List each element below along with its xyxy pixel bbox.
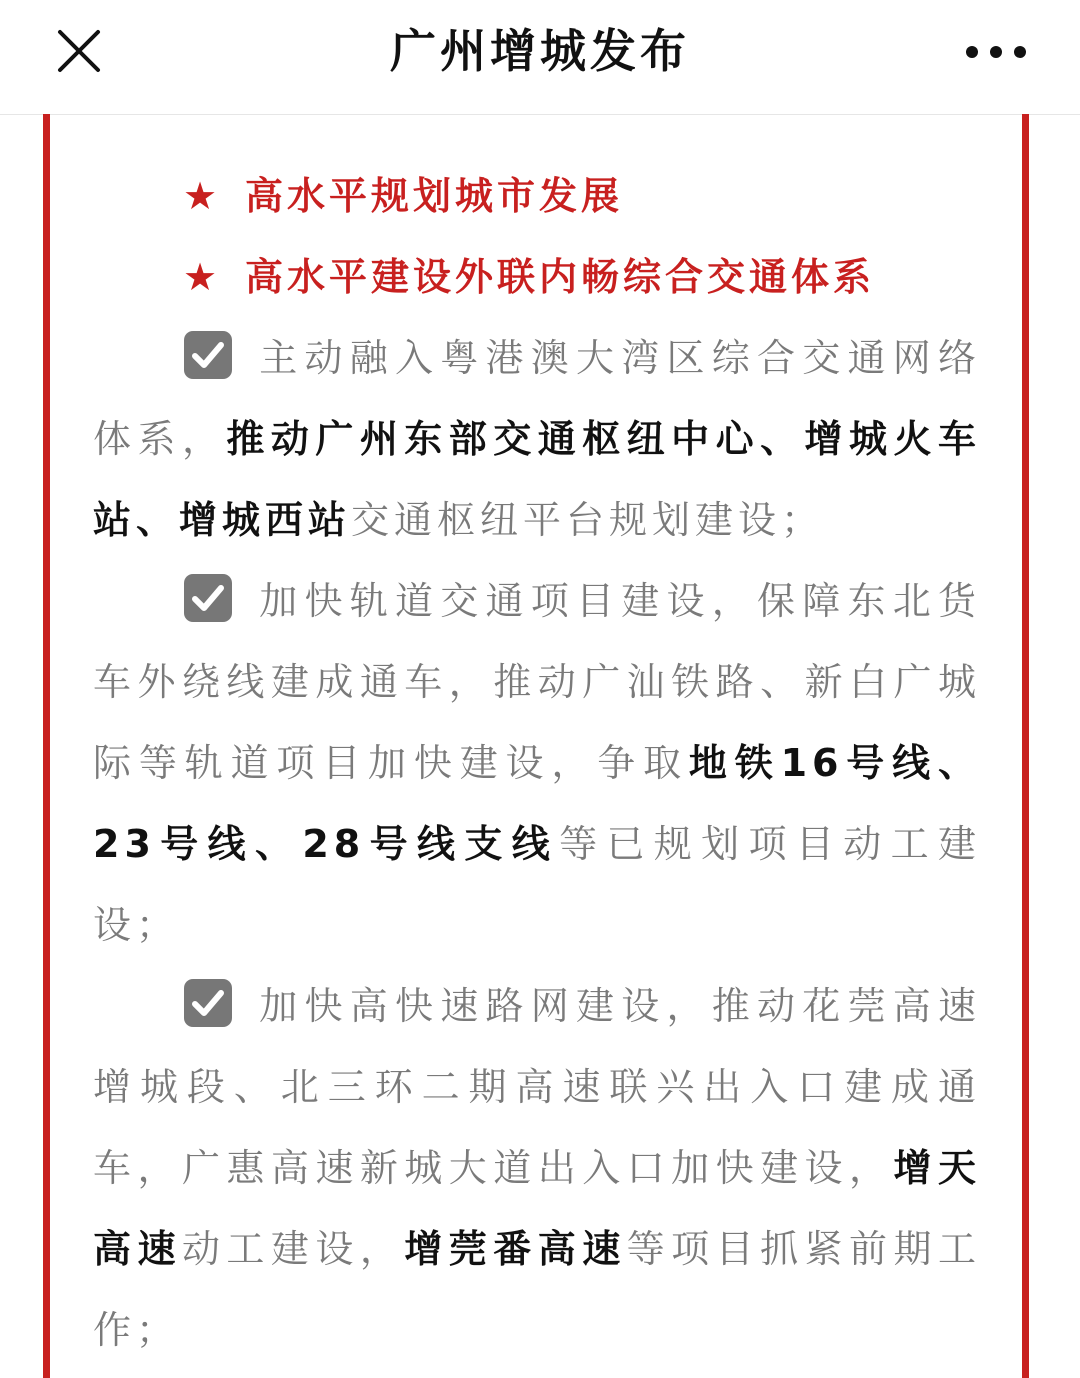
- checkbox-checked-icon: [183, 978, 233, 1028]
- nav-bar: [0, 0, 1080, 115]
- page-title: 广州增城发布: [390, 24, 690, 78]
- item-text: 主动融入粤港澳大湾区综合交通网络体系，: [93, 336, 981, 461]
- section-heading: [93, 237, 981, 318]
- more-icon: [960, 26, 1032, 78]
- list-item: [93, 561, 981, 966]
- item-bold-text: 增天高速: [93, 1146, 981, 1271]
- close-icon: [50, 22, 108, 80]
- item-text: 等已规划项目动工建设；: [93, 822, 981, 947]
- item-bold-text: 地铁16号线、23号线、28号线支线: [93, 741, 981, 866]
- item-bold-text: 增莞番高速: [404, 1227, 627, 1271]
- more-button[interactable]: [960, 26, 1032, 78]
- section-heading: [93, 156, 981, 237]
- star-icon: ★: [183, 255, 222, 299]
- checkbox-checked-icon: [183, 330, 233, 380]
- article-content: [93, 156, 981, 1371]
- heading-text: 高水平建设外联内畅综合交通体系: [245, 255, 876, 299]
- list-item: [93, 318, 981, 561]
- item-text: 动工建设，: [181, 1227, 405, 1271]
- item-text: 加快轨道交通项目建设，保障东北货车外绕线建成通车，推动广汕铁路、新白广城际等轨道项目加快建设，争取: [93, 579, 981, 785]
- item-text: 等项目抓紧前期工作；: [93, 1227, 981, 1352]
- item-text: 交通枢纽平台规划建设；: [351, 498, 825, 542]
- list-item: [93, 966, 981, 1371]
- item-bold-text: 推动广州东部交通枢纽中心、增城火车站、增城西站: [93, 417, 981, 542]
- item-text: 加快高快速路网建设，推动花莞高速增城段、北三环二期高速联兴出入口建成通车，广惠高速新城大道出入口加快建设，: [93, 984, 981, 1190]
- checkbox-checked-icon: [183, 573, 233, 623]
- star-icon: ★: [183, 174, 222, 218]
- heading-text: 高水平规划城市发展: [245, 174, 624, 218]
- close-button[interactable]: [50, 22, 108, 80]
